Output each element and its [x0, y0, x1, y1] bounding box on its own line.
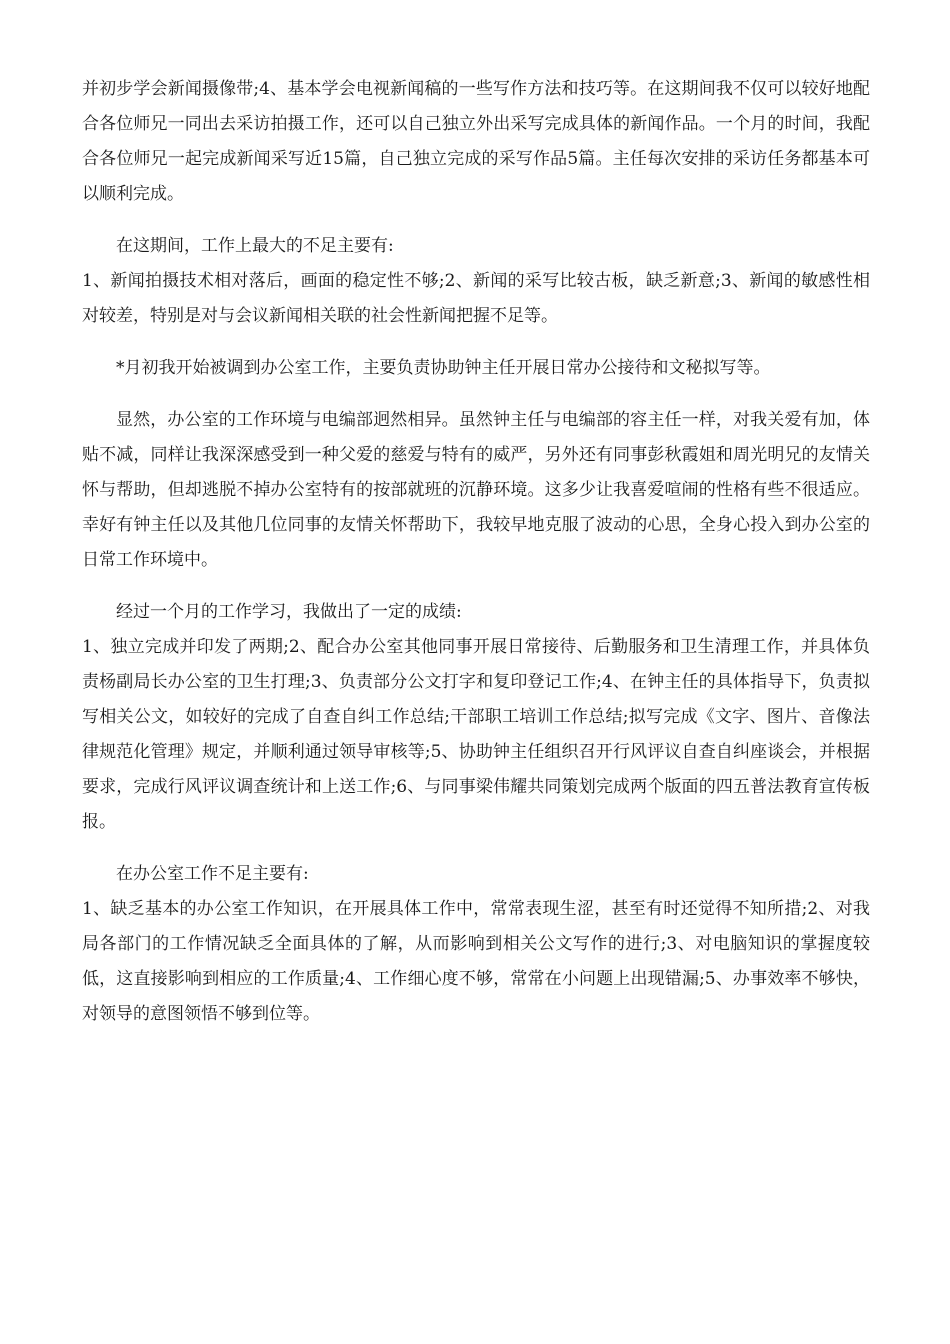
paragraph-office-achievements: 1、独立完成并印发了两期;2、配合办公室其他同事开展日常接待、后勤服务和卫生清理工作，并具体负责杨副局长办公室的卫生打理;3、负责部分公文打字和复印登记工作;4、在钟主任的具体指导下，负责拟写相关公文，如较好的完成了自查自纠工作总结;干部职工培训工作总结;拟写完成《文字、图片、音像法律规范化管理》规定，并顺利通过领导审核等;5、协助钟主任组织召开行风评议自查自纠座谈会，并根据要求，完成行风评议调查统计和上送工作;6、与同事梁伟耀共同策划完成两个版面的四五普法教育宣传板报。	[82, 637, 870, 832]
paragraph-gap	[82, 212, 870, 229]
heading-office-achievements: 经过一个月的工作学习，我做出了一定的成绩:	[116, 602, 462, 622]
paragraph-gap	[82, 578, 870, 595]
paragraph-gap	[82, 334, 870, 351]
paragraph-gap	[82, 840, 870, 857]
paragraph-office-transfer: *月初我开始被调到办公室工作，主要负责协助钟主任开展日常办公接待和文秘拟写等。	[116, 358, 771, 378]
paragraph-news-learning: 并初步学会新闻摄像带;4、基本学会电视新闻稿的一些写作方法和技巧等。在这期间我不仅可以较好地配合各位师兄一同出去采访拍摄工作，还可以自己独立外出采写完成具体的新闻作品。一个月的时间，我配合各位师兄一起完成新闻采写近15篇，自己独立完成的采写作品5篇。主任每次安排的采访任务都基本可以顺利完成。	[82, 79, 870, 204]
paragraph-office-environment: 显然，办公室的工作环境与电编部迥然相异。虽然钟主任与电编部的容主任一样，对我关爱有加，体贴不减，同样让我深深感受到一种父爱的慈爱与特有的威严，另外还有同事彭秋霞姐和周光明兄的友情关怀与帮助，但却逃脱不掉办公室特有的按部就班的沉静环境。这多少让我喜爱喧闹的性格有些不很适应。幸好有钟主任以及其他几位同事的友情关怀帮助下，我较早地克服了波动的心思，全身心投入到办公室的日常工作环境中。	[82, 410, 870, 570]
heading-office-shortcomings: 在办公室工作不足主要有:	[116, 864, 309, 884]
heading-news-shortcomings: 在这期间，工作上最大的不足主要有:	[116, 236, 394, 256]
paragraph-gap	[82, 386, 870, 403]
paragraph-news-shortcomings: 1、新闻拍摄技术相对落后，画面的稳定性不够;2、新闻的采写比较古板，缺乏新意;3、新闻的敏感性相对较差，特别是对与会议新闻相关联的社会性新闻把握不足等。	[82, 271, 870, 326]
document-page	[82, 72, 870, 1032]
paragraph-office-shortcomings: 1、缺乏基本的办公室工作知识，在开展具体工作中，常常表现生涩，甚至有时还觉得不知所措;2、对我局各部门的工作情况缺乏全面具体的了解，从而影响到相关公文写作的进行;3、对电脑知识的掌握度较低，这直接影响到相应的工作质量;4、工作细心度不够，常常在小问题上出现错漏;5、办事效率不够快，对领导的意图领悟不够到位等。	[82, 899, 870, 1024]
